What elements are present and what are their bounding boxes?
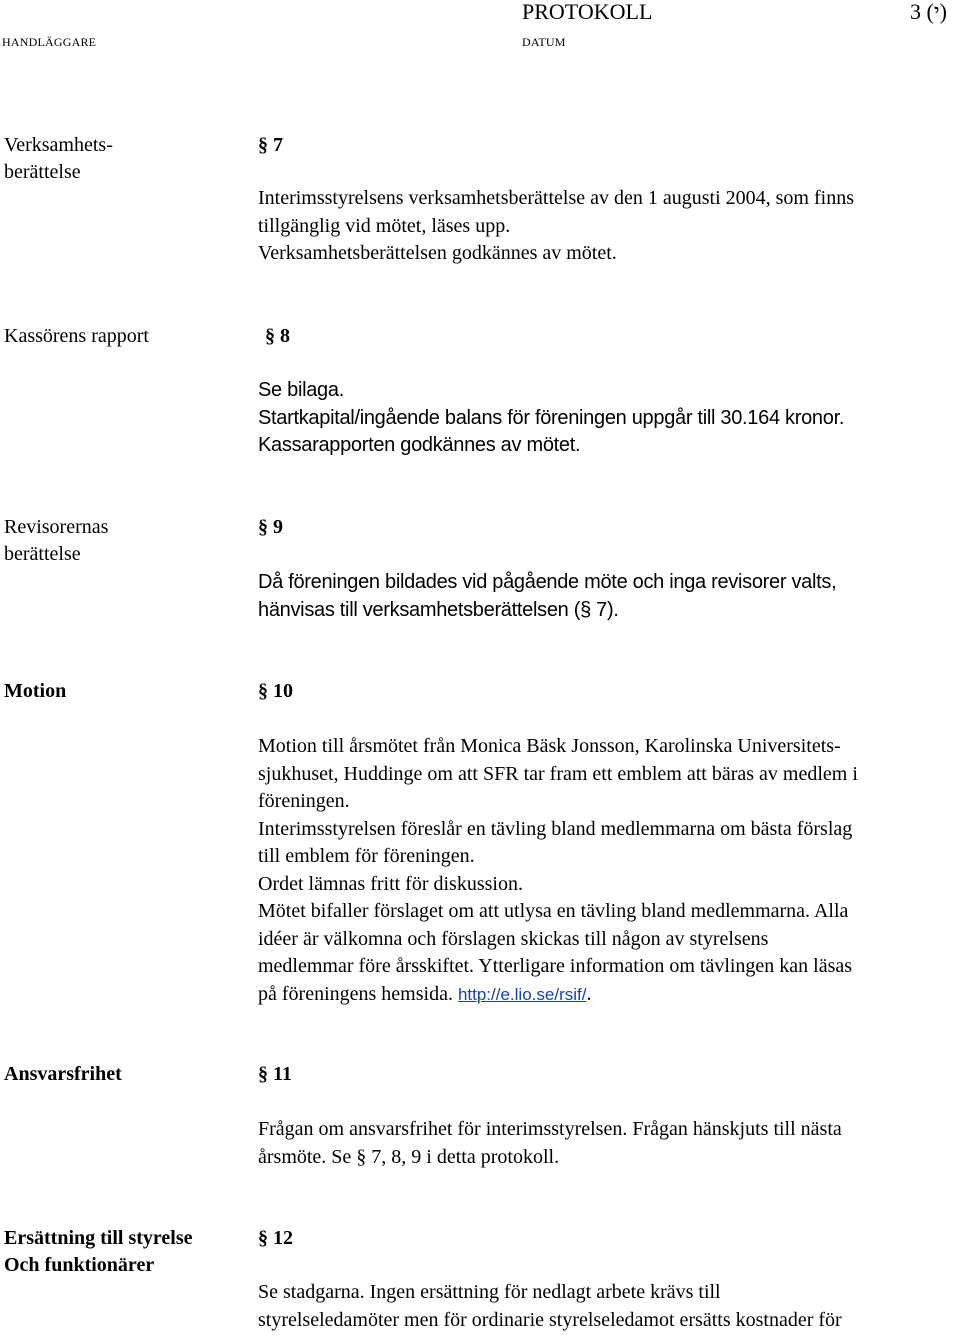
- section-text-7: Interimsstyrelsens verksamhetsberättelse av den 1 augusti 2004, som finns tillgänglig vid mötet, läses upp. Verksamhetsberättelsen godkännes av mötet.: [258, 187, 854, 264]
- paragraph-number-10: § 10: [258, 680, 293, 702]
- paragraph-number-9: § 9: [258, 516, 283, 538]
- section-text-12: Se stadgarna. Ingen ersättning för nedlagt arbete krävs till styrelseledamöter men för ordinarie styrelseledamot ersätts kostnader för: [258, 1281, 842, 1331]
- section-label-verksamhetsberattelse: Verksamhets- berättelse: [4, 134, 113, 183]
- paragraph-number-12: § 12: [258, 1227, 293, 1249]
- datum-label: DATUM: [522, 35, 566, 49]
- paragraph-number-11: § 11: [258, 1063, 292, 1085]
- document-title: PROTOKOLL: [522, 0, 653, 24]
- section-label-motion: Motion: [4, 680, 67, 702]
- handlaggare-label: HANDLÄGGARE: [2, 35, 97, 49]
- section-label-kassorens-rapport: Kassörens rapport: [4, 325, 149, 347]
- section-text-11: Frågan om ansvarsfrihet för interimsstyrelsen. Frågan hänskjuts till nästa årsmöte. Se § 7, 8, 9 i detta protokoll.: [258, 1118, 842, 1168]
- section-label-ersattning: Ersättning till styrelse Och funktionärer: [4, 1227, 193, 1276]
- section-label-ansvarsfrihet: Ansvarsfrihet: [4, 1063, 122, 1085]
- association-website-link[interactable]: http://e.lio.se/rsif/: [457, 984, 587, 1004]
- section-text-10: Motion till årsmötet från Monica Bäsk Jonsson, Karolinska Universitets- sjukhuset, Huddinge om att SFR tar fram ett emblem att bäras av medlem i föreningen. Interimsstyrelsen föreslår en tävling bland medlemmarna om bästa förslag till emblem för föreningen. Ordet lämnas fritt för diskussion. Mötet bifaller förslaget om att utlysa en tävling bland medlemmarna. Alla idéer är välkomna och förslagen skickas till någon av styrelsens medlemmar före årsskiftet. Ytterligare information om tävlingen kan läsas på föreningens hemsida. http://e.lio.se/rsif/.: [258, 735, 858, 1005]
- section-text-9: Då föreningen bildades vid pågående möte och inga revisorer valts, hänvisas till verksamhetsberättelsen (§ 7).: [258, 571, 837, 621]
- section-label-revisorernas-berattelse: Revisorernas berättelse: [4, 516, 109, 565]
- paragraph-number-7: § 7: [258, 134, 283, 156]
- paragraph-number-8: § 8: [265, 325, 290, 347]
- section-text-8: Se bilaga. Startkapital/ingående balans för föreningen uppgår till 30.164 kronor. Kassarapporten godkännes av mötet.: [258, 379, 845, 456]
- page-number: 3 (י): [910, 0, 947, 24]
